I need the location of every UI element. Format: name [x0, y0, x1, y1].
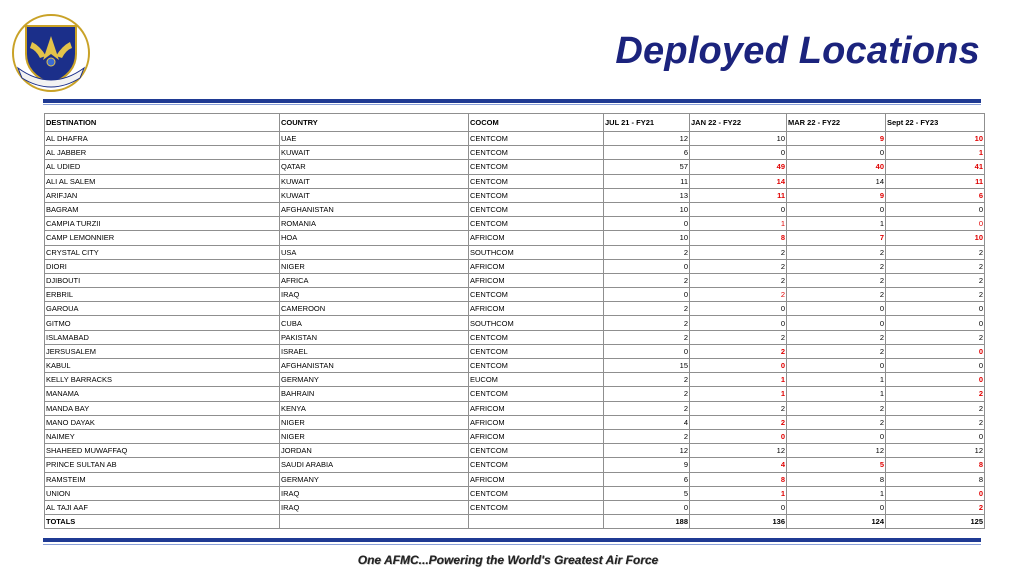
table-row [45, 344, 985, 358]
cell-destination: RAMSTEIM [45, 472, 280, 486]
cell-cocom: SOUTHCOM [469, 316, 604, 330]
cell-mar22: 1 [787, 217, 886, 231]
cell-cocom: CENTCOM [469, 359, 604, 373]
table-row [45, 444, 985, 458]
cell-sep22: 6 [886, 188, 985, 202]
cell-jul21: 2 [604, 245, 690, 259]
cell-sep22: 0 [886, 217, 985, 231]
cell-destination: MANAMA [45, 387, 280, 401]
cell-sep22: 2 [886, 245, 985, 259]
table-row [45, 330, 985, 344]
totals-jul21: 188 [604, 515, 690, 529]
cell-sep22: 8 [886, 472, 985, 486]
cell-mar22: 9 [787, 188, 886, 202]
cell-mar22: 0 [787, 316, 886, 330]
cell-country: AFRICA [280, 273, 469, 287]
table-row [45, 174, 985, 188]
cell-country: NIGER [280, 415, 469, 429]
cell-mar22: 0 [787, 500, 886, 514]
cell-jul21: 0 [604, 288, 690, 302]
cell-jul21: 4 [604, 415, 690, 429]
column-header-jan22: JAN 22 - FY22 [690, 114, 787, 132]
cell-jul21: 0 [604, 344, 690, 358]
totals-empty-cocom [469, 515, 604, 529]
cell-mar22: 1 [787, 387, 886, 401]
cell-country: CUBA [280, 316, 469, 330]
afmc-shield-emblem-icon [10, 12, 92, 94]
cell-destination: ALI AL SALEM [45, 174, 280, 188]
totals-sep22: 125 [886, 515, 985, 529]
totals-row [45, 515, 985, 529]
cell-jul21: 2 [604, 387, 690, 401]
cell-sep22: 2 [886, 387, 985, 401]
cell-jan22: 8 [690, 472, 787, 486]
cell-country: KUWAIT [280, 146, 469, 160]
table-row [45, 188, 985, 202]
cell-mar22: 0 [787, 429, 886, 443]
cell-jul21: 0 [604, 217, 690, 231]
cell-cocom: CENTCOM [469, 387, 604, 401]
cell-country: IRAQ [280, 500, 469, 514]
cell-sep22: 2 [886, 273, 985, 287]
cell-sep22: 1 [886, 146, 985, 160]
cell-country: AFGHANISTAN [280, 359, 469, 373]
cell-mar22: 2 [787, 415, 886, 429]
cell-sep22: 2 [886, 330, 985, 344]
totals-empty-country [280, 515, 469, 529]
cell-country: AFGHANISTAN [280, 202, 469, 216]
cell-jul21: 10 [604, 202, 690, 216]
cell-destination: CAMP LEMONNIER [45, 231, 280, 245]
cell-sep22: 0 [886, 202, 985, 216]
table-row [45, 132, 985, 146]
cell-jul21: 2 [604, 302, 690, 316]
cell-cocom: CENTCOM [469, 330, 604, 344]
cell-cocom: CENTCOM [469, 500, 604, 514]
column-header-country: COUNTRY [280, 114, 469, 132]
cell-destination: GITMO [45, 316, 280, 330]
cell-country: UAE [280, 132, 469, 146]
totals-jan22: 136 [690, 515, 787, 529]
cell-cocom: SOUTHCOM [469, 245, 604, 259]
cell-mar22: 0 [787, 302, 886, 316]
cell-sep22: 2 [886, 288, 985, 302]
table-row [45, 415, 985, 429]
cell-country: USA [280, 245, 469, 259]
cell-cocom: AFRICOM [469, 302, 604, 316]
cell-cocom: CENTCOM [469, 458, 604, 472]
cell-cocom: CENTCOM [469, 188, 604, 202]
cell-sep22: 2 [886, 500, 985, 514]
cell-destination: DJIBOUTI [45, 273, 280, 287]
cell-destination: UNION [45, 486, 280, 500]
cell-cocom: AFRICOM [469, 401, 604, 415]
header-divider [43, 99, 981, 103]
cell-destination: DIORI [45, 259, 280, 273]
cell-jul21: 2 [604, 429, 690, 443]
cell-jan22: 2 [690, 259, 787, 273]
cell-cocom: AFRICOM [469, 259, 604, 273]
cell-jul21: 13 [604, 188, 690, 202]
table-row [45, 359, 985, 373]
cell-jul21: 11 [604, 174, 690, 188]
cell-jan22: 0 [690, 359, 787, 373]
cell-jan22: 14 [690, 174, 787, 188]
cell-cocom: CENTCOM [469, 202, 604, 216]
cell-mar22: 0 [787, 359, 886, 373]
table-row [45, 458, 985, 472]
cell-jan22: 2 [690, 273, 787, 287]
cell-destination: MANO DAYAK [45, 415, 280, 429]
cell-country: IRAQ [280, 486, 469, 500]
cell-jan22: 12 [690, 444, 787, 458]
cell-cocom: CENTCOM [469, 132, 604, 146]
cell-mar22: 2 [787, 288, 886, 302]
cell-mar22: 40 [787, 160, 886, 174]
cell-sep22: 0 [886, 429, 985, 443]
cell-cocom: CENTCOM [469, 217, 604, 231]
footer-divider-thin [43, 544, 981, 545]
cell-mar22: 1 [787, 486, 886, 500]
cell-cocom: CENTCOM [469, 486, 604, 500]
table-row [45, 500, 985, 514]
cell-sep22: 2 [886, 415, 985, 429]
table-row [45, 472, 985, 486]
table-row [45, 387, 985, 401]
cell-destination: PRINCE SULTAN AB [45, 458, 280, 472]
cell-sep22: 0 [886, 373, 985, 387]
cell-destination: NAIMEY [45, 429, 280, 443]
cell-destination: BAGRAM [45, 202, 280, 216]
table-row [45, 160, 985, 174]
cell-country: JORDAN [280, 444, 469, 458]
column-header-destination: DESTINATION [45, 114, 280, 132]
cell-jul21: 15 [604, 359, 690, 373]
cell-sep22: 0 [886, 359, 985, 373]
cell-jan22: 1 [690, 217, 787, 231]
cell-cocom: AFRICOM [469, 429, 604, 443]
cell-mar22: 14 [787, 174, 886, 188]
cell-jul21: 0 [604, 500, 690, 514]
cell-cocom: CENTCOM [469, 160, 604, 174]
header-divider-thin [43, 104, 981, 105]
cell-jan22: 2 [690, 245, 787, 259]
cell-destination: CAMPIA TURZII [45, 217, 280, 231]
cell-mar22: 7 [787, 231, 886, 245]
page-title: Deployed Locations [615, 30, 980, 72]
cell-mar22: 5 [787, 458, 886, 472]
cell-mar22: 9 [787, 132, 886, 146]
cell-jan22: 0 [690, 316, 787, 330]
cell-mar22: 2 [787, 245, 886, 259]
cell-destination: ISLAMABAD [45, 330, 280, 344]
cell-cocom: CENTCOM [469, 174, 604, 188]
cell-destination: AL TAJI AAF [45, 500, 280, 514]
table-row [45, 231, 985, 245]
cell-destination: KELLY BARRACKS [45, 373, 280, 387]
cell-country: ROMANIA [280, 217, 469, 231]
cell-mar22: 0 [787, 202, 886, 216]
cell-country: GERMANY [280, 472, 469, 486]
cell-jul21: 12 [604, 444, 690, 458]
table-row [45, 401, 985, 415]
cell-destination: AL UDIED [45, 160, 280, 174]
cell-destination: ARIFJAN [45, 188, 280, 202]
cell-country: KENYA [280, 401, 469, 415]
cell-jul21: 12 [604, 132, 690, 146]
column-header-jul21: JUL 21 - FY21 [604, 114, 690, 132]
cell-sep22: 0 [886, 486, 985, 500]
cell-jan22: 49 [690, 160, 787, 174]
cell-country: KUWAIT [280, 174, 469, 188]
cell-jul21: 0 [604, 259, 690, 273]
table-row [45, 302, 985, 316]
cell-jul21: 5 [604, 486, 690, 500]
cell-jan22: 2 [690, 288, 787, 302]
cell-cocom: CENTCOM [469, 344, 604, 358]
cell-mar22: 12 [787, 444, 886, 458]
deployed-locations-table [44, 113, 985, 529]
table-row [45, 373, 985, 387]
footer-slogan: One AFMC...Powering the World's Greatest Air Force [357, 553, 659, 567]
cell-jan22: 0 [690, 202, 787, 216]
cell-country: PAKISTAN [280, 330, 469, 344]
cell-country: BAHRAIN [280, 387, 469, 401]
cell-jan22: 0 [690, 146, 787, 160]
cell-sep22: 8 [886, 458, 985, 472]
cell-cocom: AFRICOM [469, 273, 604, 287]
column-header-mar22: MAR 22 - FY22 [787, 114, 886, 132]
cell-jul21: 6 [604, 146, 690, 160]
cell-destination: ERBRIL [45, 288, 280, 302]
cell-cocom: EUCOM [469, 373, 604, 387]
cell-jan22: 0 [690, 302, 787, 316]
cell-jul21: 2 [604, 316, 690, 330]
cell-sep22: 12 [886, 444, 985, 458]
cell-destination: SHAHEED MUWAFFAQ [45, 444, 280, 458]
cell-jan22: 2 [690, 344, 787, 358]
cell-cocom: AFRICOM [469, 231, 604, 245]
cell-jul21: 2 [604, 373, 690, 387]
cell-jan22: 10 [690, 132, 787, 146]
cell-jul21: 6 [604, 472, 690, 486]
cell-jan22: 0 [690, 429, 787, 443]
table-row [45, 316, 985, 330]
cell-mar22: 1 [787, 373, 886, 387]
table-row [45, 202, 985, 216]
table-row [45, 217, 985, 231]
cell-mar22: 2 [787, 330, 886, 344]
cell-cocom: CENTCOM [469, 146, 604, 160]
cell-sep22: 11 [886, 174, 985, 188]
cell-jan22: 2 [690, 330, 787, 344]
cell-country: HOA [280, 231, 469, 245]
cell-mar22: 2 [787, 259, 886, 273]
cell-sep22: 0 [886, 344, 985, 358]
cell-country: KUWAIT [280, 188, 469, 202]
cell-jul21: 2 [604, 401, 690, 415]
cell-mar22: 2 [787, 344, 886, 358]
cell-country: ISRAEL [280, 344, 469, 358]
footer-divider [43, 538, 981, 542]
cell-destination: KABUL [45, 359, 280, 373]
cell-jul21: 2 [604, 273, 690, 287]
cell-mar22: 2 [787, 401, 886, 415]
cell-jan22: 4 [690, 458, 787, 472]
cell-country: NIGER [280, 429, 469, 443]
cell-cocom: AFRICOM [469, 472, 604, 486]
table-row [45, 245, 985, 259]
cell-mar22: 0 [787, 146, 886, 160]
cell-sep22: 0 [886, 316, 985, 330]
totals-mar22: 124 [787, 515, 886, 529]
cell-country: GERMANY [280, 373, 469, 387]
cell-destination: JERSUSALEM [45, 344, 280, 358]
cell-mar22: 2 [787, 273, 886, 287]
cell-jan22: 8 [690, 231, 787, 245]
table-header-row [45, 114, 985, 132]
cell-jul21: 57 [604, 160, 690, 174]
table-row [45, 259, 985, 273]
cell-jul21: 2 [604, 330, 690, 344]
cell-destination: MANDA BAY [45, 401, 280, 415]
table-row [45, 429, 985, 443]
cell-sep22: 10 [886, 231, 985, 245]
cell-country: CAMEROON [280, 302, 469, 316]
column-header-cocom: COCOM [469, 114, 604, 132]
cell-jul21: 10 [604, 231, 690, 245]
cell-sep22: 2 [886, 401, 985, 415]
cell-cocom: CENTCOM [469, 444, 604, 458]
table-row [45, 288, 985, 302]
cell-jan22: 1 [690, 486, 787, 500]
cell-cocom: CENTCOM [469, 288, 604, 302]
cell-jan22: 11 [690, 188, 787, 202]
cell-jan22: 1 [690, 373, 787, 387]
cell-mar22: 8 [787, 472, 886, 486]
cell-cocom: AFRICOM [469, 415, 604, 429]
cell-sep22: 2 [886, 259, 985, 273]
cell-jan22: 2 [690, 401, 787, 415]
cell-destination: GAROUA [45, 302, 280, 316]
cell-jan22: 2 [690, 415, 787, 429]
cell-destination: AL JABBER [45, 146, 280, 160]
table-row [45, 486, 985, 500]
cell-destination: AL DHAFRA [45, 132, 280, 146]
totals-label: TOTALS [45, 515, 280, 529]
cell-country: NIGER [280, 259, 469, 273]
cell-destination: CRYSTAL CITY [45, 245, 280, 259]
column-header-sep22: Sept 22 - FY23 [886, 114, 985, 132]
cell-sep22: 41 [886, 160, 985, 174]
cell-country: SAUDI ARABIA [280, 458, 469, 472]
table-row [45, 273, 985, 287]
cell-country: QATAR [280, 160, 469, 174]
cell-sep22: 10 [886, 132, 985, 146]
cell-sep22: 0 [886, 302, 985, 316]
cell-jan22: 1 [690, 387, 787, 401]
table-row [45, 146, 985, 160]
cell-jan22: 0 [690, 500, 787, 514]
cell-country: IRAQ [280, 288, 469, 302]
cell-jul21: 9 [604, 458, 690, 472]
